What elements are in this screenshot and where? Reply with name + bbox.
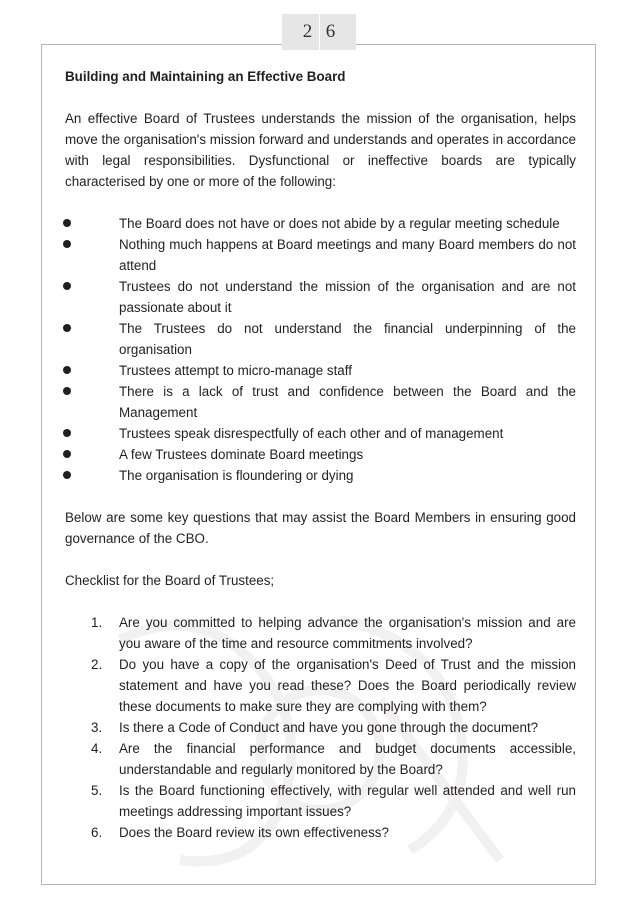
list-item [65, 465, 576, 486]
checklist-text: Are you committed to helping advance the organisation's mission and are you aware of the time and resource commitments involved? [119, 615, 576, 651]
list-item [65, 318, 576, 360]
checklist-title: Checklist for the Board of Trustees; [65, 573, 275, 588]
list-item [65, 213, 576, 234]
list-item [65, 276, 576, 318]
checklist-item [65, 780, 576, 822]
bullet-icon [63, 324, 71, 332]
page-number-digit: 2 [302, 21, 313, 42]
bullet-text: A few Trustees dominate Board meetings [119, 447, 364, 462]
checklist [65, 612, 576, 843]
list-item [65, 234, 576, 276]
bullet-text: Trustees do not understand the mission of the organisation and are not passionate about it [119, 279, 576, 315]
checklist-item [65, 822, 576, 843]
list-item [65, 444, 576, 465]
checklist-number: 1. [91, 615, 103, 630]
bullet-icon [63, 366, 71, 374]
bullet-text: There is a lack of trust and confidence between the Board and the Management [119, 384, 576, 420]
bullet-icon [63, 219, 71, 227]
checklist-text: Do you have a copy of the organisation's Deed of Trust and the mission statement and have you read these? Does the Board periodically review these documents to make sure they are complying with them? [119, 657, 576, 714]
checklist-number: 6. [91, 825, 103, 840]
checklist-number: 5. [91, 783, 103, 798]
bullet-text: The Board does not have or does not abide by a regular meeting schedule [119, 216, 560, 231]
bullet-icon [63, 240, 71, 248]
bullet-text: The Trustees do not understand the financial underpinning of the organisation [119, 321, 576, 357]
bullet-text: The organisation is floundering or dying [119, 468, 354, 483]
bullet-icon [63, 429, 71, 437]
below-paragraph: Below are some key questions that may assist the Board Members in ensuring good governance of the CBO. [65, 510, 576, 546]
bullet-icon [63, 387, 71, 395]
bullet-icon [63, 282, 71, 290]
checklist-item [65, 612, 576, 654]
bullet-icon [63, 471, 71, 479]
bullet-text: Trustees speak disrespectfully of each other and of management [119, 426, 504, 441]
checklist-item [65, 717, 576, 738]
checklist-item [65, 654, 576, 717]
page-content [65, 66, 576, 843]
intro-paragraph: An effective Board of Trustees understands the mission of the organisation, helps move the organisation's mission forward and understands and operates in accordance with legal responsibilities. Dysfunctional or ineffective boards are typically characterised by one or more of the following: [65, 111, 576, 189]
bullet-text: Trustees attempt to micro-manage staff [119, 363, 352, 378]
list-item [65, 423, 576, 444]
checklist-number: 3. [91, 720, 103, 735]
checklist-number: 2. [91, 657, 103, 672]
checklist-number: 4. [91, 741, 103, 756]
page-number-tab [282, 14, 356, 50]
section-heading: Building and Maintaining an Effective Board [65, 69, 346, 84]
checklist-text: Is the Board functioning effectively, with regular well attended and well run meetings addressing important issues? [119, 783, 576, 819]
page-number-digit: 6 [325, 21, 336, 42]
bullet-text: Nothing much happens at Board meetings and many Board members do not attend [119, 237, 576, 273]
list-item [65, 360, 576, 381]
list-item [65, 381, 576, 423]
checklist-text: Is there a Code of Conduct and have you gone through the document? [119, 720, 539, 735]
bullet-icon [63, 450, 71, 458]
checklist-item [65, 738, 576, 780]
checklist-text: Does the Board review its own effectiveness? [119, 825, 389, 840]
dysfunction-bullet-list [65, 213, 576, 486]
checklist-text: Are the financial performance and budget documents accessible, understandable and regularly monitored by the Board? [119, 741, 576, 777]
